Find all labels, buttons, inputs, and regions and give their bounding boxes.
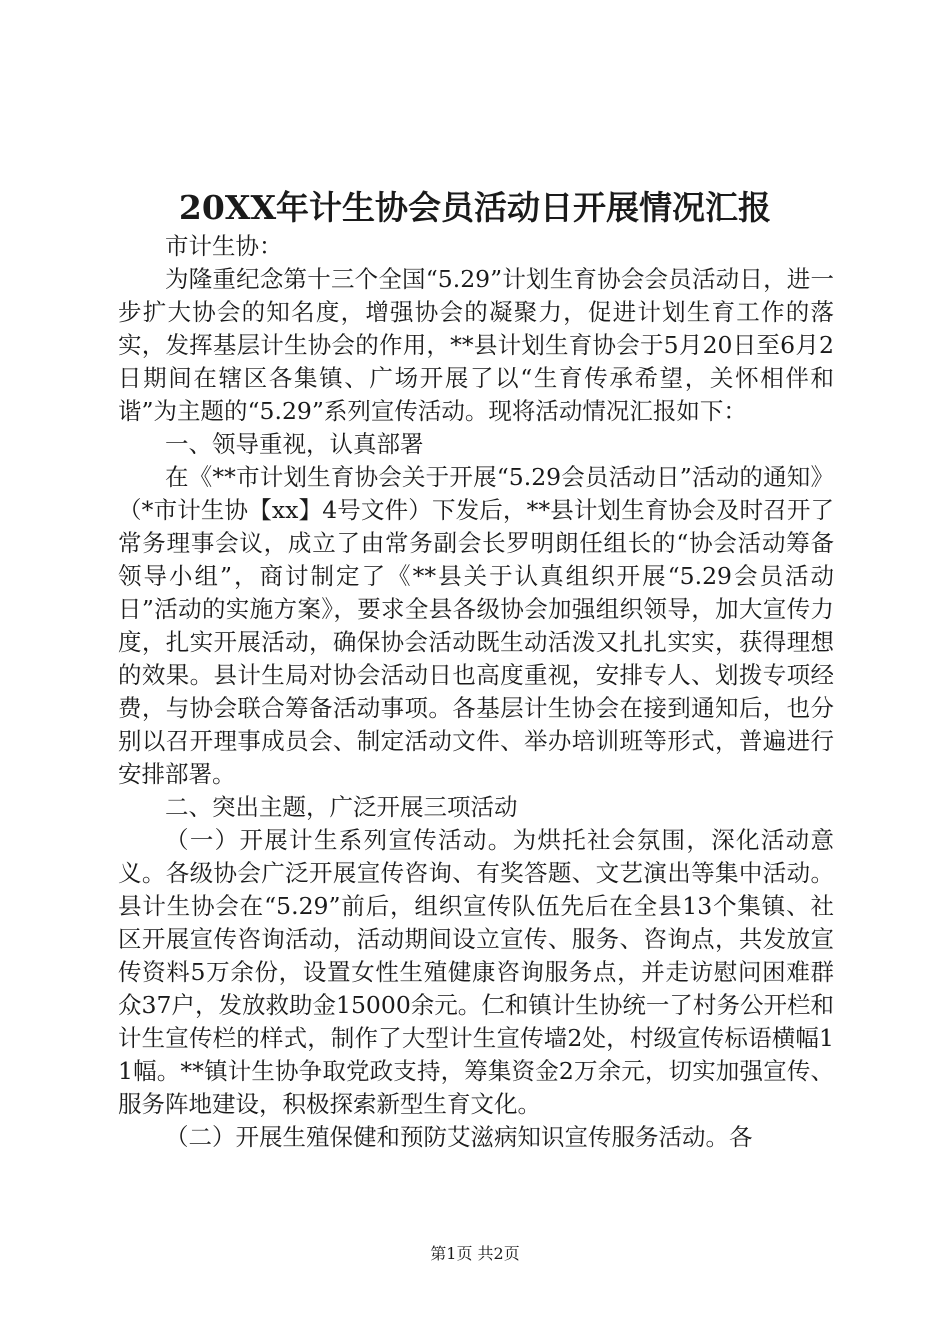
page-footer: 第1页 共2页	[430, 1244, 520, 1263]
section-heading-2: 二、突出主题，广泛开展三项活动	[165, 793, 518, 821]
document-body	[118, 230, 834, 1154]
intro-paragraph: 为隆重纪念第十三个全国“5.29”计划生育协会会员活动日，进一步扩大协会的知名度，增强协会的凝聚力，促进计划生育工作的落实，发挥基层计生协会的作用，**县计划生育协会于5月20日至6月2日期间在辖区各集镇、广场开展了以“生育传承希望，关怀相伴和谐”为主题的“5.29”系列宣传活动。现将活动情况汇报如下：	[118, 265, 834, 425]
section-heading-1: 一、领导重视，认真部署	[165, 430, 424, 458]
document-title: 20XX年计生协会员活动日开展情况汇报	[178, 188, 772, 227]
section-1-paragraph: 在《**市计划生育协会关于开展“5.29会员活动日”活动的通知》（*市计生协【xx】4号文件）下发后，**县计划生育协会及时召开了常务理事会议，成立了由常务副会长罗明朗任组长的“协会活动筹备领导小组”，商讨制定了《**县关于认真组织开展“5.29会员活动日”活动的实施方案》，要求全县各级协会加强组织领导，加大宣传力度，扎实开展活动，确保协会活动既生动活泼又扎扎实实，获得理想的效果。县计生局对协会活动日也高度重视，安排专人、划拨专项经费，与协会联合筹备活动事项。各基层计生协会在接到通知后，也分别以召开理事成员会、制定活动文件、举办培训班等形式，普遍进行安排部署。	[118, 463, 834, 788]
subsection-1-paragraph: （一）开展计生系列宣传活动。为烘托社会氛围，深化活动意义。各级协会广泛开展宣传咨询、有奖答题、文艺演出等集中活动。县计生协会在“5.29”前后，组织宣传队伍先后在全县13个集镇、社区开展宣传咨询活动，活动期间设立宣传、服务、咨询点，共发放宣传资料5万余份，设置女性生殖健康咨询服务点，并走访慰问困难群众37户，发放救助金15000余元。仁和镇计生协统一了村务公开栏和计生宣传栏的样式，制作了大型计生宣传墙2处，村级宣传标语横幅11幅。**镇计生协争取党政支持，筹集资金2万余元，切实加强宣传、服务阵地建设，积极探索新型生育文化。	[118, 826, 834, 1118]
salutation: 市计生协：	[165, 232, 283, 260]
subsection-2-paragraph: （二）开展生殖保健和预防艾滋病知识宣传服务活动。各	[165, 1123, 753, 1151]
